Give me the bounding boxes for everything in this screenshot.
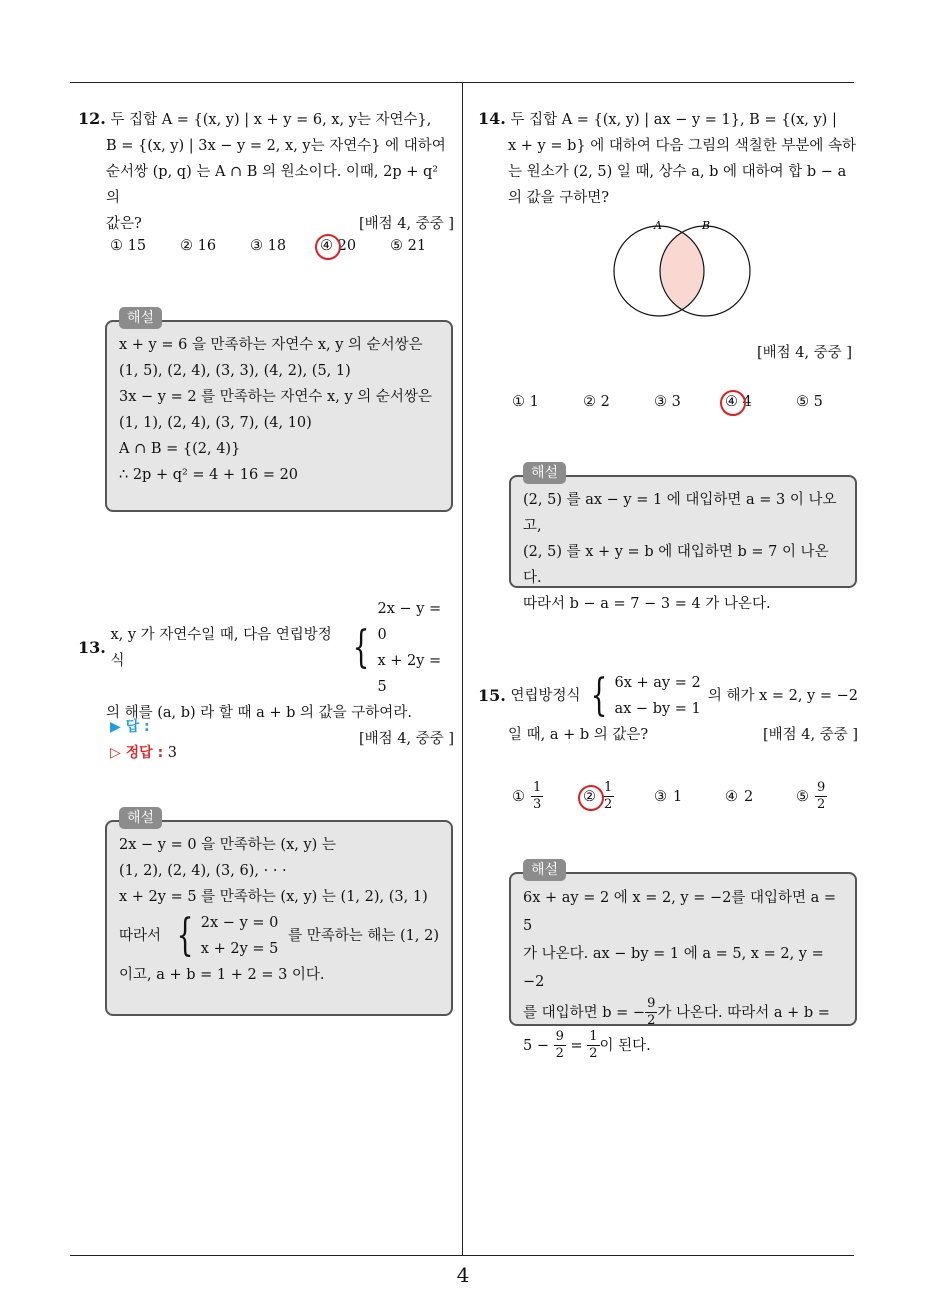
question-text: 의 해가 x = 2, y = −2 <box>707 688 858 704</box>
explanation-line: 를 대입하면 b = − $\frac{9}{2}$ 가 나온다. 따라서 a + b = <box>523 996 830 1028</box>
choice-4[interactable]: ④ 2 <box>725 788 754 805</box>
choice-5[interactable]: ⑤ $\frac{9}{2}$ <box>796 780 826 812</box>
question-text: 일 때, a + b 의 값은? <box>508 727 649 743</box>
explanation-line: x + 2y = 5 를 만족하는 (x, y) 는 (1, 2), (3, 1) <box>119 889 428 905</box>
venn-label-a: A <box>654 219 662 232</box>
answer-area-13 <box>110 714 177 766</box>
score-meta: [배점 4, 중중 ] <box>358 216 454 232</box>
explanation-line: (1, 5), (2, 4), (3, 3), (4, 2), (5, 1) <box>119 363 351 379</box>
question-14 <box>478 106 858 211</box>
explanation-tag: 해설 <box>119 307 162 329</box>
equation-line: ax − by = 1 <box>614 701 701 717</box>
question-text: B = {(x, y) | 3x − y = 2, x, y는 자연수} 에 대하여 <box>106 138 446 154</box>
choice-2[interactable]: ② $\frac{1}{2}$ <box>583 780 654 813</box>
selected-mark-icon <box>578 785 604 811</box>
equation-line: 2x − y = 0 <box>200 915 279 931</box>
choice-3[interactable]: ③ 18 <box>250 238 287 254</box>
question-number: 15. <box>478 686 506 705</box>
question-text: x + y = b} 에 대하여 다음 그림의 색칠한 부분에 속하 <box>508 138 856 154</box>
explanation-line: 3x − y = 2 를 만족하는 자연수 x, y 의 순서쌍은 <box>119 389 432 405</box>
explanation-tag: 해설 <box>523 859 566 881</box>
explanation-tag: 해설 <box>523 462 566 484</box>
question-text: 연립방정식 <box>510 688 581 704</box>
choice-1[interactable]: ① $\frac{1}{3}$ <box>512 780 542 812</box>
choice-5[interactable]: ⑤ 21 <box>390 238 427 254</box>
choice-1[interactable]: ① 15 <box>110 238 147 254</box>
correct-answer-value: 3 <box>167 745 178 761</box>
brace-icon: { <box>176 910 194 961</box>
explanation-line: ∴ 2p + q² = 4 + 16 = 20 <box>119 467 299 483</box>
question-text: x, y 가 자연수일 때, 다음 연립방정식 <box>110 627 332 669</box>
bottom-rule <box>70 1255 854 1256</box>
choice-2[interactable]: ② 2 <box>583 394 610 410</box>
question-text: 두 집합 A = {(x, y) | ax − y = 1}, B = {(x, y) | <box>510 112 837 128</box>
explanation-box-13 <box>105 810 453 1016</box>
question-text: 값은? <box>106 216 142 232</box>
correct-answer-label: ▷ 정답 : <box>110 745 164 761</box>
column-divider <box>462 82 463 1255</box>
choice-3[interactable]: ③ 3 <box>654 394 681 410</box>
choices-12 <box>110 238 450 254</box>
score-meta: [배점 4, 중중 ] <box>358 731 454 747</box>
explanation-line: 5 − $\frac{9}{2}$ = $\frac{1}{2}$ 이 된다. <box>523 1029 651 1061</box>
explanation-line: 가 나온다. ax − by = 1 에 a = 5, x = 2, y = −2 <box>523 946 824 990</box>
choice-1[interactable]: ① 1 <box>512 394 539 410</box>
page-number: 4 <box>456 1263 470 1287</box>
explanation-line: (2, 5) 를 x + y = b 에 대입하면 b = 7 이 나온다. <box>523 544 829 586</box>
explanation-line: 2x − y = 0 을 만족하는 (x, y) 는 <box>119 837 336 853</box>
explanation-line: A ∩ B = {(2, 4)} <box>119 441 241 457</box>
explanation-line: 6x + ay = 2 에 x = 2, y = −2를 대입하면 a = 5 <box>523 890 837 934</box>
explanation-box-12 <box>105 310 453 512</box>
question-15 <box>478 670 858 748</box>
question-text: 의 해를 (a, b) 라 할 때 a + b 의 값을 구하여라. <box>106 705 412 721</box>
brace-icon: { <box>590 670 607 721</box>
equation-line: x + 2y = 5 <box>200 941 279 957</box>
explanation-box-14 <box>509 465 857 612</box>
explanation-text: 를 만족하는 해는 (1, 2) <box>288 928 439 944</box>
explanation-line: 따라서 b − a = 7 − 3 = 4 가 나온다. <box>523 596 771 612</box>
selected-mark-icon <box>720 390 746 416</box>
explanation-box-15 <box>509 862 857 1061</box>
answer-label: ▶ 답 : <box>110 719 150 735</box>
question-text: 순서쌍 (p, q) 는 A ∩ B 의 원소이다. 이때, 2p + q² 의 <box>106 164 439 206</box>
equation-system <box>585 670 701 722</box>
equation-system <box>347 596 454 700</box>
explanation-line: (1, 1), (2, 4), (3, 7), (4, 10) <box>119 415 312 431</box>
score-meta: [배점 4, 중중 ] <box>762 727 858 743</box>
brace-icon: { <box>353 622 370 673</box>
explanation-line: x + y = 6 을 만족하는 자연수 x, y 의 순서쌍은 <box>119 337 423 353</box>
explanation-tag: 해설 <box>119 807 162 829</box>
selected-mark-icon <box>315 234 341 260</box>
question-text: 의 값을 구하면? <box>508 190 610 206</box>
question-text: 는 원소가 (2, 5) 일 때, 상수 a, b 에 대하여 합 b − a <box>508 164 847 180</box>
equation-line: x + 2y = 5 <box>377 653 442 695</box>
choices-15 <box>512 780 846 813</box>
explanation-line: 이고, a + b = 1 + 2 = 3 이다. <box>119 967 325 983</box>
venn-label-b: B <box>702 219 711 232</box>
explanation-line: (2, 5) 를 ax − y = 1 에 대입하면 a = 3 이 나오고, <box>523 492 837 534</box>
choice-4[interactable]: ④ 4 <box>725 394 796 410</box>
choices-14 <box>512 394 846 410</box>
question-number: 14. <box>478 109 506 128</box>
choice-5[interactable]: ⑤ 5 <box>796 394 823 410</box>
question-12 <box>78 106 454 237</box>
equation-system <box>171 910 279 962</box>
equation-line: 6x + ay = 2 <box>614 675 701 691</box>
explanation-text: 따라서 <box>119 928 162 944</box>
choice-3[interactable]: ③ 1 <box>654 788 683 805</box>
equation-line: 2x − y = 0 <box>377 601 442 643</box>
question-number: 12. <box>78 109 106 128</box>
choice-4[interactable]: ④ 20 <box>320 238 390 254</box>
question-text: 두 집합 A = {(x, y) | x + y = 6, x, y는 자연수}, <box>110 112 432 128</box>
venn-diagram <box>610 215 760 320</box>
explanation-line: (1, 2), (2, 4), (3, 6), · · · <box>119 863 287 879</box>
choice-2[interactable]: ② 16 <box>180 238 217 254</box>
question-number: 13. <box>78 638 106 657</box>
score-meta: [배점 4, 중중 ] <box>756 345 852 361</box>
